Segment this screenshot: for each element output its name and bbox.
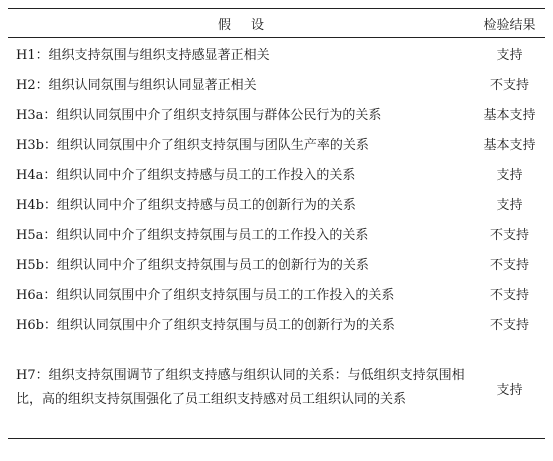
result-column-header: 检验结果	[474, 9, 545, 38]
hypothesis-cell: H5b：组织认同中介了组织支持氛围与员工的创新行为的关系	[16, 257, 369, 273]
hypothesis-cell: H5a：组织认同中介了组织支持氛围与员工的工作投入的关系	[16, 227, 369, 243]
result-cell: 不支持	[489, 287, 529, 303]
table-row	[8, 38, 545, 69]
table-row	[8, 98, 545, 128]
hypothesis-cell: H7：组织支持氛围调节了组织支持感与组织认同的关系：与低组织支持氛围相比，高的组织支持氛围强化了员工组织支持感对员工组织认同的关系	[8, 338, 474, 439]
table-row	[8, 188, 545, 218]
hypothesis-cell: H2：组织认同氛围与组织认同显著正相关	[16, 77, 257, 93]
table-body	[8, 38, 545, 439]
result-cell: 支持	[474, 338, 545, 439]
hypothesis-cell: H4a：组织认同中介了组织支持感与员工的工作投入的关系	[16, 167, 356, 183]
result-cell: 不支持	[489, 77, 529, 93]
hypothesis-cell: H3a：组织认同氛围中介了组织支持氛围与群体公民行为的关系	[16, 107, 382, 123]
table-row	[8, 308, 545, 338]
result-cell: 不支持	[489, 257, 529, 273]
hypothesis-cell: H1：组织支持氛围与组织支持感显著正相关	[16, 47, 270, 63]
result-cell: 基本支持	[483, 107, 536, 123]
table-row	[8, 218, 545, 248]
hypothesis-results-table	[8, 8, 545, 439]
hypothesis-column-header: 假设	[8, 9, 474, 38]
result-cell: 支持	[496, 167, 523, 183]
table-row	[8, 68, 545, 98]
table-row	[8, 278, 545, 308]
result-cell: 不支持	[489, 227, 529, 243]
hypothesis-cell: H6a：组织认同氛围中介了组织支持氛围与员工的工作投入的关系	[16, 287, 395, 303]
table-row	[8, 128, 545, 158]
table-header	[8, 9, 545, 38]
table-row	[8, 248, 545, 278]
result-cell: 支持	[496, 197, 523, 213]
result-cell: 不支持	[489, 317, 529, 333]
hypothesis-table-container	[8, 8, 545, 439]
table-row	[8, 158, 545, 188]
result-cell: 支持	[496, 47, 523, 63]
hypothesis-cell: H4b：组织认同中介了组织支持感与员工的创新行为的关系	[16, 197, 356, 213]
result-cell: 基本支持	[483, 137, 536, 153]
header-row	[8, 9, 545, 38]
table-row	[8, 338, 545, 439]
hypothesis-cell: H3b：组织认同氛围中介了组织支持氛围与团队生产率的关系	[16, 137, 369, 153]
hypothesis-cell: H6b：组织认同氛围中介了组织支持氛围与员工的创新行为的关系	[16, 317, 395, 333]
